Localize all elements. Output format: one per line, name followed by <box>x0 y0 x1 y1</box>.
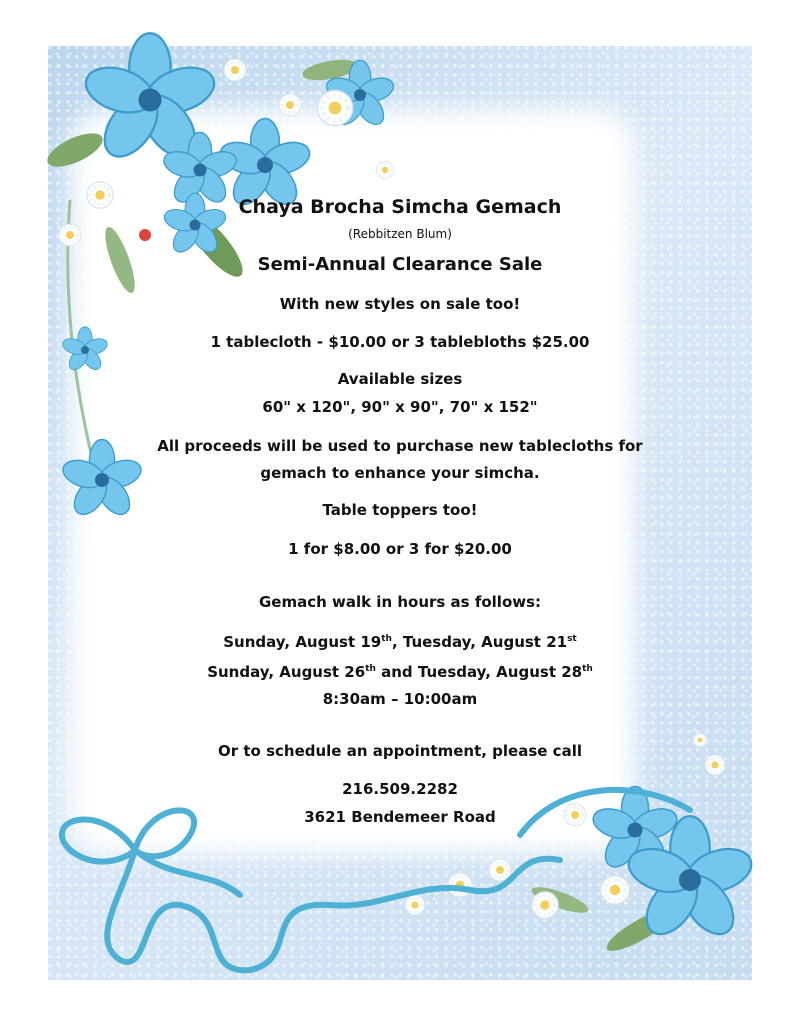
hours-day-1: Sunday, August 19 <box>223 633 382 651</box>
appointment-line: Or to schedule an appointment, please call <box>218 742 582 760</box>
sale-heading: Semi-Annual Clearance Sale <box>257 254 543 275</box>
hours-day-4: and Tuesday, August 28 <box>375 663 583 681</box>
hours-line-1 <box>140 628 660 653</box>
new-styles-line: With new styles on sale too! <box>279 295 521 313</box>
flyer-title: Chaya Brocha Simcha Gemach <box>238 196 562 218</box>
proceeds-line-1: All proceeds will be used to purchase new tablecloths for <box>157 437 643 455</box>
phone-number: 216.509.2282 <box>342 780 458 798</box>
flyer-subtitle: (Rebbitzen Blum) <box>348 227 452 241</box>
address: 3621 Bendemeer Road <box>304 808 496 826</box>
flyer-content <box>140 195 660 828</box>
hours-day-2: , Tuesday, August 21 <box>391 633 568 651</box>
hours-day-2-suffix: st <box>567 634 577 644</box>
tablecloth-price: 1 tablecloth - $10.00 or 3 tablebloths $25.00 <box>210 333 590 351</box>
hours-day-3: Sunday, August 26 <box>207 663 366 681</box>
proceeds-line-2: gemach to enhance your simcha. <box>260 464 540 482</box>
hours-line-2 <box>140 658 660 683</box>
hours-time: 8:30am – 10:00am <box>322 690 478 708</box>
hours-day-3-suffix: th <box>365 664 376 674</box>
hours-day-4-suffix: th <box>582 664 593 674</box>
hours-day-1-suffix: th <box>381 634 392 644</box>
toppers-price: 1 for $8.00 or 3 for $20.00 <box>288 540 512 558</box>
sizes-list: 60" x 120", 90" x 90", 70" x 152" <box>262 398 538 416</box>
sizes-label: Available sizes <box>337 370 463 388</box>
hours-heading: Gemach walk in hours as follows: <box>258 593 542 611</box>
toppers-line: Table toppers too! <box>322 501 478 519</box>
